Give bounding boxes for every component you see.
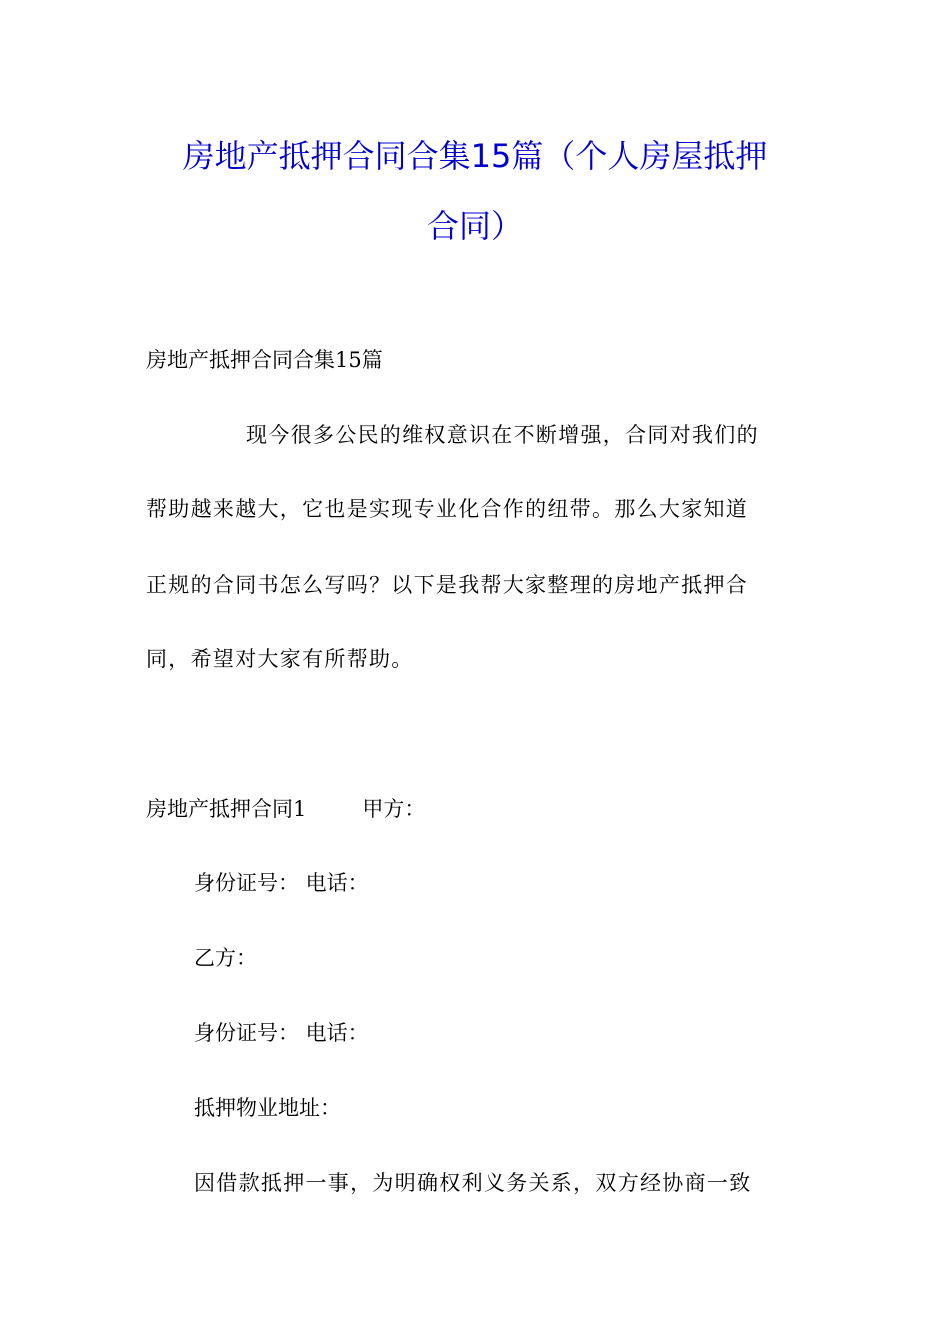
intro-paragraph-line-2: 帮助越来越大，它也是实现专业化合作的纽带。那么大家知道 <box>146 497 749 521</box>
contract-body-line-1: 因借款抵押一事，为明确权利义务关系，双方经协商一致 <box>194 1171 752 1195</box>
document-title-line-2: 合同） <box>426 207 523 245</box>
document-title-line-1: 房地产抵押合同合集15篇（个人房屋抵押 <box>182 137 768 175</box>
contract-1-heading: 房地产抵押合同1 <box>146 797 307 821</box>
mortgage-address-label: 抵押物业地址： <box>194 1096 341 1120</box>
party-a-id-phone: 身份证号： 电话： <box>194 871 369 895</box>
intro-paragraph-line-3: 正规的合同书怎么写吗？以下是我帮大家整理的房地产抵押合 <box>146 573 749 597</box>
party-a-label: 甲方： <box>362 797 426 821</box>
intro-paragraph-line-4: 同，希望对大家有所帮助。 <box>146 647 414 671</box>
party-b-label: 乙方： <box>194 946 257 970</box>
contract-1-heading-row <box>146 794 425 824</box>
party-b-id-phone: 身份证号： 电话： <box>194 1021 369 1045</box>
intro-paragraph-line-1: 现今很多公民的维权意识在不断增强，合同对我们的 <box>246 423 759 447</box>
document-subtitle: 房地产抵押合同合集15篇 <box>146 348 383 372</box>
